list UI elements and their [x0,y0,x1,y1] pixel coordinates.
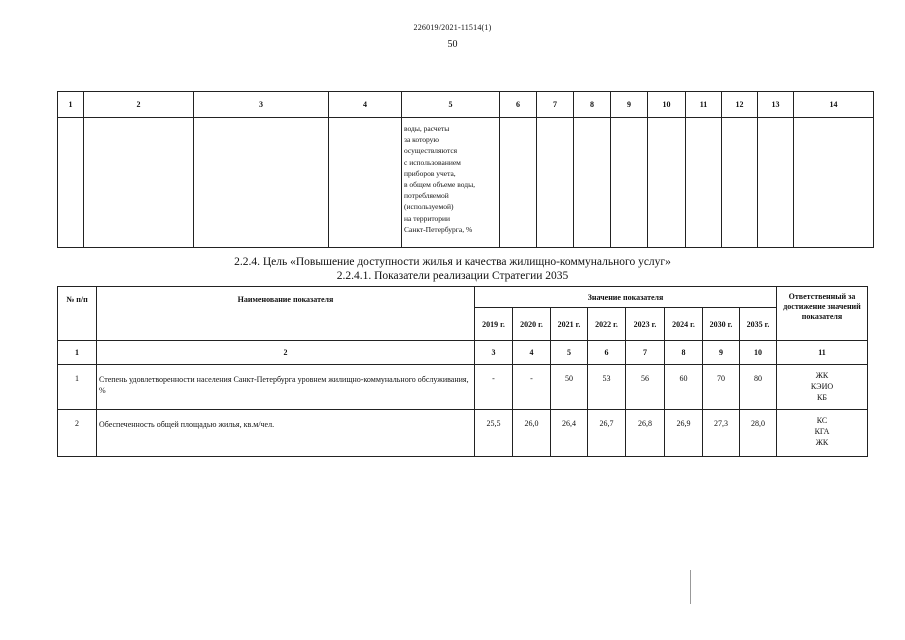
row-number: 1 [58,365,97,410]
value-cell: 50 [551,365,588,410]
scan-artifact [690,570,691,604]
value-cell: 26,4 [551,410,588,457]
header-responsible: Ответственный за достижение значений показателя [777,287,868,341]
column-number: 9 [703,341,740,365]
responsible-cell: КС КГА ЖК [777,410,868,457]
column-number: 4 [513,341,551,365]
header-indicator-name: Наименование показателя [97,287,475,341]
column-number: 5 [402,92,500,118]
column-number: 14 [794,92,874,118]
value-cell: 26,7 [588,410,626,457]
column-number: 6 [588,341,626,365]
column-number: 13 [758,92,794,118]
subsection-heading: 2.2.4.1. Показатели реализации Стратегии 2035 [336,270,569,282]
column-number: 4 [329,92,402,118]
table-row [58,365,868,410]
table-row [58,118,874,248]
column-number: 11 [686,92,722,118]
column-number: 11 [777,341,868,365]
column-number: 12 [722,92,758,118]
value-cell: 28,0 [740,410,777,457]
row-number: 2 [58,410,97,457]
value-cell: 53 [588,365,626,410]
column-number: 10 [648,92,686,118]
goal-heading: 2.2.4. Цель «Повышение доступности жилья и качества жилищно-коммунального услуг» [234,256,671,268]
table-header-row [58,92,874,118]
column-number: 5 [551,341,588,365]
document-id: 226019/2021-11514(1) [413,23,492,32]
column-number: 3 [475,341,513,365]
column-number: 2 [84,92,194,118]
column-number-row [58,341,868,365]
value-cell: 80 [740,365,777,410]
year-cell: 2020 г. [513,308,551,341]
year-cell: 2022 г. [588,308,626,341]
value-cell: 70 [703,365,740,410]
column-number: 7 [626,341,665,365]
value-cell: 25,5 [475,410,513,457]
indicator-description-continued: воды, расчеты за которую осуществляются с использованием приборов учета, в общем объеме воды, потребляемой (используемой) на территории Санкт-Петербурга, % [402,118,500,248]
table-row [58,410,868,457]
column-number: 1 [58,341,97,365]
column-number: 1 [58,92,84,118]
page-number: 50 [447,39,458,50]
year-cell: 2030 г. [703,308,740,341]
value-cell: - [513,365,551,410]
indicator-name: Обеспеченность общей площадью жилья, кв.м/чел. [97,410,475,457]
column-number: 6 [500,92,537,118]
value-cell: - [475,365,513,410]
indicator-name: Степень удовлетворенности населения Санкт-Петербурга уровнем жилищно-коммунального обслуживания, % [97,365,475,410]
table-header-row [58,287,868,308]
value-cell: 26,9 [665,410,703,457]
value-cell: 60 [665,365,703,410]
year-cell: 2021 г. [551,308,588,341]
column-number: 7 [537,92,574,118]
year-cell: 2035 г. [740,308,777,341]
column-number: 9 [611,92,648,118]
value-cell: 56 [626,365,665,410]
value-cell: 26,0 [513,410,551,457]
header-values: Значение показателя [475,287,777,308]
continuation-table [57,91,874,248]
year-cell: 2019 г. [475,308,513,341]
column-number: 8 [574,92,611,118]
year-cell: 2023 г. [626,308,665,341]
responsible-cell: ЖК КЭИО КБ [777,365,868,410]
year-cell: 2024 г. [665,308,703,341]
value-cell: 27,3 [703,410,740,457]
header-num: № п/п [58,287,97,341]
column-number: 2 [97,341,475,365]
column-number: 10 [740,341,777,365]
indicators-table [57,286,868,457]
value-cell: 26,8 [626,410,665,457]
column-number: 3 [194,92,329,118]
column-number: 8 [665,341,703,365]
